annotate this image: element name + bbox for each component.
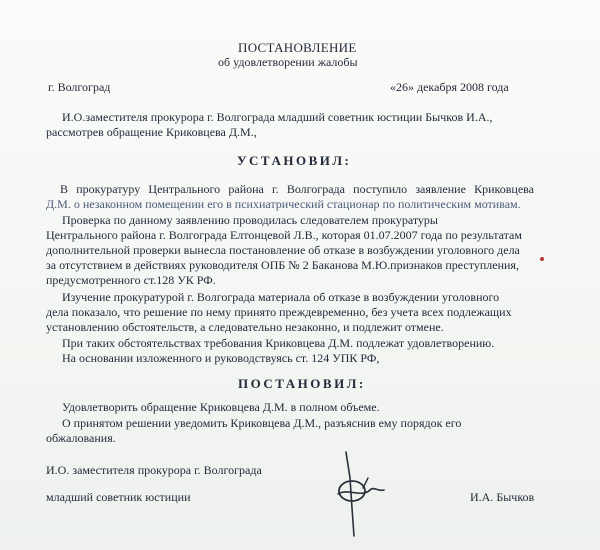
- paragraph-2-line-2: Центрального района г. Волгограда Елтонцевой Л.В., которая 01.07.2007 года по результатам: [46, 228, 522, 242]
- paragraph-4: При таких обстоятельствах требования Криковцева Д.М. подлежат удовлетворению.: [62, 336, 495, 350]
- handwritten-signature: [318, 448, 408, 538]
- established-heading: УСТАНОВИЛ:: [237, 153, 352, 168]
- document-subtitle: об удовлетворении жалобы: [218, 55, 358, 69]
- paragraph-2-line-3: дополнительной проверки вынесла постановление об отказе в возбуждении уголовного дела: [46, 243, 520, 257]
- paragraph-2-line-4: за отсутствием в действиях руководителя ОПБ № 2 Баканова М.Ю.признаков преступления,: [46, 258, 519, 272]
- resolution-line-3: обжалования.: [46, 431, 116, 445]
- resolved-heading: ПОСТАНОВИЛ:: [238, 376, 366, 391]
- document-title: ПОСТАНОВЛЕНИЕ: [238, 40, 357, 55]
- paragraph-3-line-3: установлению обстоятельств, а следовательно незаконно, и подлежит отмене.: [46, 320, 444, 334]
- paragraph-3-line-1: Изучение прокуратурой г. Волгограда материала об отказе в возбуждении уголовного: [62, 290, 500, 304]
- date: «26» декабря 2008 года: [390, 80, 509, 94]
- signature-name: И.А. Бычков: [470, 490, 535, 504]
- resolution-line-1: Удовлетворить обращение Криковцева Д.М. в полном объеме.: [62, 400, 380, 414]
- paragraph-1-line-2: Д.М. о незаконном помещении его в психиатрический стационар по политическим мотивам.: [46, 197, 521, 211]
- paragraph-2-line-1: Проверка по данному заявлению проводилась следователем прокуратуры: [62, 213, 438, 227]
- paragraph-5: На основании изложенного и руководствуясь ст. 124 УПК РФ,: [62, 351, 380, 365]
- signature-title-1: И.О. заместителя прокурора г. Волгограда: [46, 463, 262, 477]
- paragraph-2-line-5: предусмотренного ст.128 УК РФ.: [46, 273, 216, 287]
- paragraph-3-line-2: дела показало, что решение по нему принято преждевременно, без учета всех подлежащих: [46, 305, 512, 319]
- intro-line-2: рассмотрев обращение Криковцева Д.М.,: [46, 125, 257, 139]
- signature-title-2: младший советник юстиции: [46, 490, 191, 504]
- resolution-line-2: О принятом решении уведомить Криковцева Д.М., разъяснив ему порядок его: [62, 416, 462, 430]
- paragraph-1-line-1: В прокуратуру Центрального района г. Волгограда поступило заявление Криковцева: [60, 182, 534, 196]
- city: г. Волгоград: [48, 80, 111, 94]
- ink-dot: [540, 257, 544, 261]
- intro-line-1: И.О.заместителя прокурора г. Волгограда младший советник юстиции Бычков И.А.,: [62, 110, 493, 124]
